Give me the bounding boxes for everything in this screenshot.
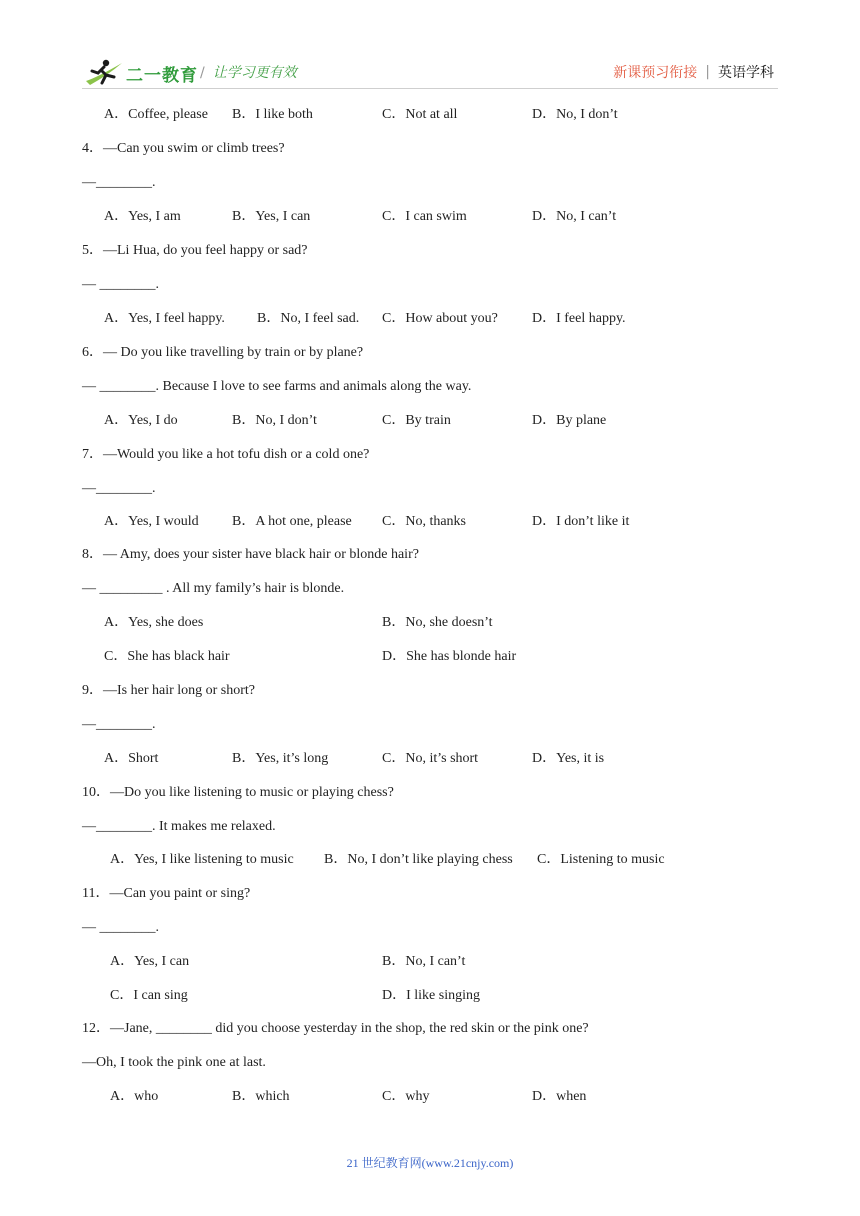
q5-question: 5．—Li Hua, do you feel happy or sad? <box>82 243 308 258</box>
q10-question: 10．—Do you like listening to music or playing chess? <box>82 785 394 800</box>
q7-question: 7．—Would you like a hot tofu dish or a cold one? <box>82 447 370 462</box>
subject-label: 英语学科 <box>718 65 774 81</box>
q10-option-c: C．Listening to music <box>537 852 665 867</box>
q7-option-a: A．Yes, I would <box>104 514 199 529</box>
course-label: 新课预习衔接 <box>613 65 698 81</box>
q10-option-a: A．Yes, I like listening to music <box>110 852 294 867</box>
q5-option-c: C．How about you? <box>382 311 498 326</box>
q3-option-c: C．Not at all <box>382 107 458 122</box>
q8-option-d: D．She has blonde hair <box>382 649 517 664</box>
q9-option-c: C．No, it’s short <box>382 751 479 766</box>
q11-option-c: C．I can sing <box>110 988 188 1003</box>
q12-option-a: A．who <box>110 1089 159 1104</box>
q4-question: 4．—Can you swim or climb trees? <box>82 141 285 156</box>
q12-question: 12．—Jane, ________ did you choose yesterday in the shop, the red skin or the pink one? <box>82 1021 589 1036</box>
q7-option-d: D．I don’t like it <box>532 514 630 529</box>
q6-option-a: A．Yes, I do <box>104 413 178 428</box>
q10-option-b: B．No, I don’t like playing chess <box>324 852 513 867</box>
q9-option-b: B．Yes, it’s long <box>232 751 329 766</box>
q3-option-a: A．Coffee, please <box>104 107 208 122</box>
q11-option-b: B．No, I can’t <box>382 954 466 969</box>
q8-option-b: B．No, she doesn’t <box>382 615 493 630</box>
q7-option-b: B．A hot one, please <box>232 514 352 529</box>
q4-option-b: B．Yes, I can <box>232 209 311 224</box>
page-footer: 21 世纪教育网(www.21cnjy.com) <box>346 1156 514 1170</box>
q8-answer: — _________ . All my family’s hair is blonde. <box>82 581 345 596</box>
q5-option-a: A．Yes, I feel happy. <box>104 311 225 326</box>
q6-option-c: C．By train <box>382 413 451 428</box>
header-divider <box>82 88 778 89</box>
q12-option-d: D．when <box>532 1089 587 1104</box>
slogan <box>200 62 297 82</box>
logo <box>84 56 198 90</box>
q11-option-a: A．Yes, I can <box>110 954 190 969</box>
q9-answer: —________. <box>82 717 156 732</box>
page-header <box>0 0 860 100</box>
q3-option-d: D．No, I don’t <box>532 107 618 122</box>
q3-option-b: B．I like both <box>232 107 313 122</box>
q11-answer: — ________. <box>82 920 159 935</box>
q4-answer: —________. <box>82 175 156 190</box>
q7-option-c: C．No, thanks <box>382 514 466 529</box>
q12-answer: —Oh, I took the pink one at last. <box>82 1055 266 1070</box>
q4-option-c: C．I can swim <box>382 209 467 224</box>
q5-answer: — ________. <box>82 277 159 292</box>
q9-option-d: D．Yes, it is <box>532 751 605 766</box>
q11-option-d: D．I like singing <box>382 988 480 1003</box>
q9-question: 9．—Is her hair long or short? <box>82 683 256 698</box>
logo-text: 二一教育 <box>126 65 198 86</box>
q6-answer: — ________. Because I love to see farms and animals along the way. <box>82 379 472 394</box>
q8-option-c: C．She has black hair <box>104 649 230 664</box>
q8-question: 8．— Amy, does your sister have black hair or blonde hair? <box>82 547 419 562</box>
q6-question: 6．— Do you like travelling by train or by plane? <box>82 345 364 360</box>
header-separator: | <box>705 64 710 80</box>
q6-option-b: B．No, I don’t <box>232 413 317 428</box>
q12-option-b: B．which <box>232 1089 290 1104</box>
q7-answer: —________. <box>82 481 156 496</box>
slogan-slash: / <box>200 65 205 81</box>
q10-answer: —________. It makes me relaxed. <box>82 819 276 834</box>
q5-option-b: B．No, I feel sad. <box>257 311 360 326</box>
running-figure-logo-icon <box>84 57 124 89</box>
q12-option-c: C．why <box>382 1089 430 1104</box>
slogan-text: 让学习更有效 <box>212 65 297 81</box>
header-subject <box>613 62 774 82</box>
q5-option-d: D．I feel happy. <box>532 311 626 326</box>
q6-option-d: D．By plane <box>532 413 607 428</box>
q11-question: 11．—Can you paint or sing? <box>82 886 251 901</box>
q4-option-d: D．No, I can’t <box>532 209 617 224</box>
q4-option-a: A．Yes, I am <box>104 209 181 224</box>
q8-option-a: A．Yes, she does <box>104 615 204 630</box>
q9-option-a: A．Short <box>104 751 159 766</box>
